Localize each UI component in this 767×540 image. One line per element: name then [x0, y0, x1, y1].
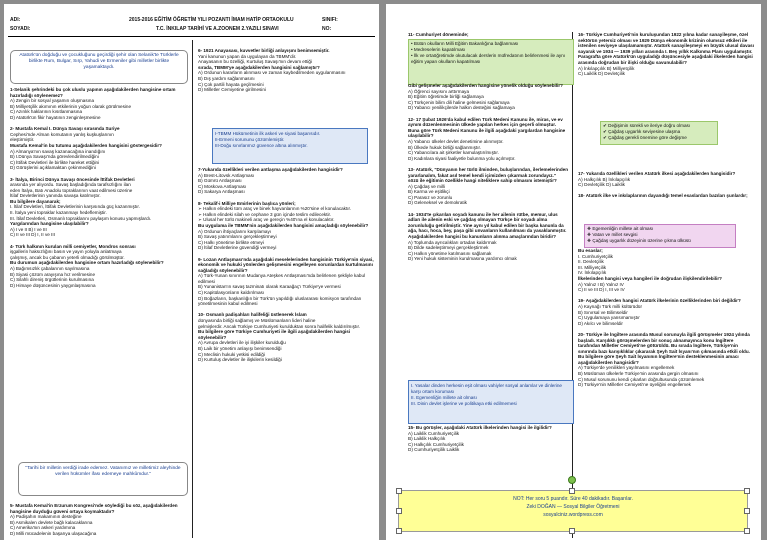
col3-line: 14- 1934'te çıkarılan soyadı kanunu ile her ailenin rütbe, memur, ulus adları ile ailenin eski ve çağdaş olmayan Türkçe bir soyadı alma zorunluluğu getirilmiştir. Yine aynı yıl kabul edilen bir başka kanunla da ağa, hacı, hoca, bey, paşa gibi unvanların kullanılması da yasaklanmıştır. — [408, 211, 567, 234]
col3-line: Buna göre Türk Medeni Kanunu ile ilgili aşağıdaki yargılardan hangisine ulaşılabilir? — [408, 127, 566, 139]
col3-line: D) Kadınlara siyasi faaliyetle bulunma yolu açılmıştır. — [408, 155, 516, 161]
col2b-line: gelmişlerdir. Ancak Türkiye Cumhuriyeti kurulduktan sonra halifelik kaldırılmıştır. — [198, 323, 361, 329]
col2b-line: 9- Lozan Antlaşması'nda aşağıdaki meselelerinden hangisinin Türkiye'nin siyasi, ekonomik ve hukuki yönlerden gelişmesini engelleyen sorunlardan kurtulmasını sağladığı söylenebilir? — [198, 256, 374, 273]
col3-line: A) Öğrenci sayısını arttırmaya — [408, 88, 470, 94]
col2b-line: ➢ Ulusal her türlü makineli araç ve gereçin %40'ına el konulacaktır. — [198, 217, 335, 223]
col2b-line: A) Türk-Yunan sınırının Mudanya Ateşkes Antlaşması'nda belirlenen şekliyle kabul edilmesi — [198, 273, 366, 284]
col1-line: 4- Türk halkının kurulan milli cemiyetler, Mondros sonrası — [10, 243, 136, 249]
col1-line: 3- İtalya, Birinci Dünya Savaşı öncesinde İttifak Devletleri — [10, 176, 135, 182]
col1-line: III. İtilaf Devletleri, Osmanlı topraklarını paylaşım konusu yapmışlardı. — [10, 215, 152, 221]
col2b-line: D) İtilaf Devletlerine güvendiği vermeyi — [198, 245, 277, 251]
col3-line: A) Çağdaş ve milli — [408, 183, 446, 189]
col1-line: Bu bilgilere dayanarak; — [10, 198, 61, 204]
pinkbox-line: ❖ Egemenliğin millete ait olması — [587, 226, 654, 231]
col1-line: Cephesi'nde Alman komutanın yanlış kuşkuşlarının — [10, 131, 114, 137]
col4c-line: B) Sınırsal ve Bilimseldir — [578, 309, 628, 315]
col1-line: işgallerin haksızlığını basın ve yayın yoluyla anlatmaya — [10, 249, 122, 255]
name-label: ADI: — [10, 17, 21, 23]
col4c-line: B) Müslüman ülkelerle Türkiye'nin arasında gergin olmasını — [578, 371, 699, 377]
bluebox1-line: I-TBMM Hükümetinin ilk askeri ve siyasi başarısıdır. — [215, 131, 321, 136]
questions-col1b — [10, 503, 188, 537]
questions-col4 — [578, 32, 756, 77]
greenbox2-line: ✔ Çağdaş uygarlık seviyesine ulaşma — [603, 129, 681, 134]
col4c-line: C) Musul sorununu kendi çıkarları doğrultusunda çözümlemek — [578, 376, 705, 382]
quote-box: "Tarihi bir milletin verdiği irade edemez. Vatanımız ve milletimiz aleyhinde verilen hükümler ifası edemeye mahkûmdur." — [18, 462, 188, 496]
col2b-line: 10- Osmanlı padişahları halifeliği üstlenerek İslam — [198, 312, 307, 318]
col4c-line: Bu esaslar; — [578, 248, 603, 253]
col3-line: 13- Atatürk, "Dünyanın her türlü ilminden, buluşlarından, ilerlemelerinden yararlanalım, fakat asıl temel kendi içimizden çıkarmak zorundayız." — [408, 166, 569, 178]
resize-handle-tl[interactable] — [396, 488, 402, 494]
page-left — [4, 4, 379, 540]
class-label: SINIFI: — [322, 17, 338, 23]
col2b-line: C) Moskova Antlaşması — [198, 183, 247, 189]
info-box-principles — [600, 121, 718, 145]
col2b-line: A) Brest-Litovsk Antlaşması — [198, 172, 255, 178]
col3-line: B) Karma ve eşitlikçi — [408, 189, 450, 195]
col2b-line: Bu bilgilere göre Türkiye Cumhuriyeti ile ilgili aşağıdakilerden hangisi söylenebilir? — [198, 329, 351, 340]
number-label: NO: — [322, 26, 332, 32]
greenbox1-line: • Bütün okulların Milli Eğitim Bakanlığına bağlanması — [411, 41, 519, 46]
col1-line: B) I.Dünya Savaşı'nda görevlendirilmediğini — [10, 154, 99, 160]
col3-line: Aşağıdakilerden hangisi bu kanunların alınma amaçlarından biridir? — [408, 234, 557, 240]
col1-line: A) Bağımsızlık çabalarının sayılmasına — [10, 266, 90, 271]
questions-col3 — [408, 83, 570, 262]
col4b-line: 17- Yukarıda özellikleri verilen Atatürk ilkesi aşağıdakilerden hangisidir? — [578, 171, 736, 176]
col2b-line: B) Laik bir yönetim anlayışı benimsendiği — [198, 346, 282, 351]
col2-line: D) Milletler Cemiyetine girilmesini — [198, 87, 266, 93]
col1b-line: D) Milli mücadelenin başarıya ulaşacağına — [10, 530, 97, 536]
col1-line: C) Silahlı direniş örgütlerinin kurulmasına — [10, 277, 94, 283]
col2b-line: dünyasında birliği sağlamış ve Müslümanların lideri haline — [198, 318, 316, 324]
col4c-line: IV. İnkılapçılık — [578, 270, 607, 276]
col3-line: C) Türkçenin bilim dili haline gelmesini sağlamaya — [408, 99, 510, 105]
col2b-line: C) Meclisin hukuki yetkisi edildiği — [198, 351, 265, 357]
info-box-education — [408, 39, 574, 85]
col4c-line: II. Devletçilik — [578, 259, 604, 265]
col3-line: D) Yabancı yenilikçilerde halkın desteğini sağlamaya — [408, 105, 515, 111]
col3b-line: D) Cumhuriyetçilik Laiklik — [408, 447, 460, 453]
note-line1: NOT: Her soru 5 puandır. Süre 40 dakikadır. Başarılar. — [513, 496, 633, 502]
col4-line: A) İnkılapçılık B) Milliyetçilik — [578, 65, 635, 71]
info-box-foundations — [584, 224, 736, 248]
col2b-line: ➢ Halkın elindeki silah ve cephane 3 gün içinde teslim edilecektir. — [198, 211, 332, 217]
col1-line: C) II ve III D) I, II ve III — [10, 232, 55, 238]
col1-line: Bu durumun aşağıdakilerden hangisine ortam hazırladığı söylenebilir? — [10, 260, 164, 266]
col4c-line: C) Uygulamaya yansımamıştır — [578, 315, 640, 321]
col3b-line: C) Halkçılık Cumhuriyetçilik — [408, 441, 464, 447]
questions-col4c — [578, 248, 756, 388]
resize-handle-br[interactable] — [744, 528, 750, 534]
col1-line: A) Zengin bir sosyal yaşamın oluşmasına — [10, 98, 94, 104]
bluebox1-line: II-Ermeni sorununu çözümlemiştir. — [215, 137, 285, 142]
col2b-line: C) Kapitülasyonların kaldırılması — [198, 290, 265, 296]
col2b-line: Bu uygulama ile TBMM'nin aşağıdakilerden hangisini amaçladığı söylenebilir? — [198, 222, 369, 228]
col1-line: II. İtalya yeni topraklar kazanmayı hedeflemiştir. — [10, 210, 107, 216]
col1-line: 1-Selanik şehrindeki bu çok uluslu yapının aşağıdakilerden hangisine ortam hazırladığı söylenemez? — [10, 87, 176, 98]
info-box-treaty — [212, 128, 368, 164]
greenbox2-line: ✔ Çağdaş gerekli önemine göre değişme — [603, 135, 687, 140]
col2-line: A) Ordunun kararların alınması ve zaman kaybedilmeden uygulanmasını — [198, 70, 346, 76]
col4-line: Paragrafta göre Atatürk'ün uyguladığı düşüncesiyle aşağıdaki ilkelerden hangisi arasında doğrudan bir ilişki olduğu savunulabilir? — [578, 54, 753, 65]
greenbox2-line: ✔ Değişimin sürekli ve ileriye doğru olması — [603, 123, 691, 128]
exam-title: T.C. İNKILAP TARİHİ VE A.ZOONEM 2.YAZILI SINAVI — [156, 26, 279, 32]
col2-line: B) Dış yardım sağlanmasını — [198, 75, 255, 81]
col1-line: eleştirmiştir. — [10, 137, 35, 143]
note-line3: sosyalciniz.wordpress.com — [543, 512, 603, 518]
col4b-line: A) Halkçılık B) İnkılapçılık — [578, 176, 631, 182]
resize-handle-tr[interactable] — [744, 488, 750, 494]
questions-col2b — [198, 167, 374, 363]
bluebox2-line: II. Egemenliğin millete ait olması — [411, 395, 477, 400]
col3-line: A) Yabancı ülkeler devlet denetimine alınmıştır. — [408, 138, 504, 144]
col2-line: C) Çok partili hayata geçilmesini — [198, 81, 264, 87]
col2b-line: D) Sakarya Antlaşması — [198, 189, 245, 195]
col4b-line: 18- Atatürk ilke ve inkılaplarının dayandığı temel esaslardan bazıları şunlardır; — [578, 193, 748, 199]
col3-line: A) Toplumda ayrıcalıkları ortadan kaldırmak — [408, 239, 497, 245]
col2b-line: B) Savaş yatırımlarını gerçekleştirmeyi — [198, 234, 277, 240]
questions-col1 — [10, 87, 188, 288]
col4c-line: 19- Aşağıdakilerden hangisi Atatürk ilkelerinin özelliklerinden biri değildir? — [578, 298, 741, 304]
col2b-line: D) Boğazların, başkanlığın bir Türk'ün yapıldığı uluslararası komisyon tarafından yönetilmesinin kabul edilmesi — [198, 295, 362, 307]
col1-line: eden İtalya, Batı Anadolu topraklarının vaat edilmesi üzerine — [10, 187, 133, 193]
questions-col2 — [198, 48, 374, 93]
column-divider — [192, 40, 193, 538]
resize-handle-tm[interactable] — [569, 488, 575, 494]
col2b-line: B) Yunanistan'ın savaş tazminatı olarak Karaağaç'ı Türkiye'ye vermesi — [198, 284, 341, 290]
questions-col4b — [578, 171, 756, 199]
col1-line: A) I ve II B) I ve III — [10, 226, 47, 232]
header-divider — [8, 36, 375, 37]
col1-line: İtilaf Devletlerinin yanında savaşa katılmıştır. — [10, 193, 101, 199]
col1-line: arasında yer alıyordu. Savaş başladığında tarafsızlığını ilan — [10, 182, 131, 188]
col2b-line: 7-Yukarıda özellikleri verilen antlaşma aşağıdakilerden hangisidir? — [198, 167, 343, 172]
col3-line: 12- 17 Şubat 1926'da kabul edilen Türk Medeni Kanunu ile, miras, ve ev aynım düzenlenmesinin ülkede yapılan herkes için geçerli olmuştur. — [408, 116, 563, 128]
col2-line: Yani kanunun yapan da uygulayan da TBMM'dir. — [198, 53, 297, 59]
col3-line: C) Halkın yönetime katılmasını sağlamak — [408, 250, 492, 256]
surname-label: SOYADI: — [10, 26, 31, 32]
col3-line: B) Ülkede hukuk birliği sağlanmıştır. — [408, 144, 482, 150]
col3-line: D) Geleneksel ve demokratik — [408, 200, 467, 206]
col3-line: sözü ile eğitimin özellikle hangi niteliklere sahip olmasını istemiştir? — [408, 178, 557, 184]
col4c-line: İlkelerinden hangisi veya hangileri ile doğrudan ilişkilendirilebilir? — [578, 275, 722, 281]
col1-line: D) Himaye düşüncesinin yaygınlaşmasına — [10, 282, 96, 288]
col4c-line: C) II ve III D) I, III ve IV — [578, 287, 625, 293]
col4c-line: I. Cumhuriyetçilik — [578, 253, 613, 259]
intro-box: Atatürk'ün doğduğu ve çocukluğunu geçirdiği şehir olan Selanik'te Türklerle birlikte Rum, Bulgar, Sırp, Yahudi ve Ermeniler gibi milletler birlikte yaşamaktaydı. — [10, 50, 188, 84]
bluebox2-line: III. Dinin devlet işlerine ve politikaya etki edilmemesi — [411, 401, 517, 406]
col1-line: C) Azınlık haklarının kısıtlanmasına — [10, 109, 82, 115]
col1-line: D) Atatürk'ün fikir hayatının zenginleşmesine — [10, 114, 101, 120]
col1b-line: A) Padişahın makamının desteğine — [10, 514, 82, 520]
col2b-line: 8- Tekalif-i Milliye Emirlerinin başlıca yönleri; — [198, 200, 296, 206]
col2b-line: A) Ordunun ihtiyaçlarını karşılamayı — [198, 228, 272, 234]
col3-line: D) Yeni hukuk sisteminin kurulmasına yardımcı olmak — [408, 256, 517, 262]
col4b-line: C) Devletçilik D) Laiklik — [578, 182, 625, 188]
note-line2: Zeki DOĞAN — Sosyal Bilgiler Öğretmeni — [526, 504, 620, 510]
col1b-line: C) Amerika'nın askeri yardımına — [10, 525, 76, 531]
bluebox1-line: III-Doğu sınırlarımız güvence altına alınmıştır. — [215, 143, 308, 148]
col4c-line: 20- Türkiye ile İngiltere arasında Musul sorunuyla ilgili görüşmeler 1924 yılında başladı. Karşılıklı görüşmelerden bir sonuç alınamayınca konu İngiltere tarafından Milletler Cemiyeti'ne götürüldü. Bu sırada İngiltere, Türkiye'nin sınırında bazı karışıklıklar çıkararak Şeyh Sait İsyanı'nın çıkmasında etkili oldu. — [578, 331, 750, 354]
col3-line: B) Eğitim öğretimde birliği sağlamaya — [408, 94, 484, 100]
column-divider-right — [572, 32, 573, 538]
col4c-line: III. Milliyetçilik — [578, 264, 607, 270]
resize-handle-bm[interactable] — [569, 528, 575, 534]
rotate-handle[interactable] — [568, 476, 576, 484]
col2b-line: A) Avrupa devletleri ile iyi ilişkiler kurulduğu — [198, 340, 286, 346]
note-textbox[interactable] — [398, 490, 748, 532]
col1-line: Yargılarından hangisine ulaşılabilir? — [10, 221, 89, 227]
col3b-line: A) Laiklik Cumhuriyetçilik — [408, 430, 460, 436]
col3-line: B) Dilde sadeleştirmeyi gerçekleştirmek — [408, 245, 489, 251]
pinkbox-line: ❖ Vatan ve millet sevgisi — [587, 232, 638, 237]
resize-handle-bl[interactable] — [396, 528, 402, 534]
col2-line: 6- 1921 Anayasası, kuvvetler birliği anlayışını benimsemiştir. — [198, 48, 330, 53]
col4c-line: D) Akılcı ve bilimseldir — [578, 320, 623, 326]
col4c-line: A) Türkiye'de yenilikleri yayılmasını engellemek — [578, 365, 675, 371]
col3-line: C) Yabancılara ait şirketler kamulaştırılmıştır. — [408, 150, 499, 156]
col3-line: Gibi gelişmeler aşağıdakilerden hangisine yönelik olduğu söylenebilir? — [408, 83, 563, 88]
col1-line: 2- Mustafa Kemal I. Dünya Savaşı sırasında Suriye — [10, 126, 120, 132]
col1-line: D) Görüşlerini açıklamaktan çekinmediğini — [10, 165, 96, 171]
info-box-views — [408, 380, 574, 424]
col1-line: Mustafa Kemal'in bu tutumu aşağıdakilerden hangisini göstergesidir? — [10, 142, 162, 148]
col2-line: sırada, TBMM'ye aşağıdakilerden hangisini sağlamıştır? — [198, 64, 320, 70]
col4c-line: Bu bilgilere göre Şeyh Sait İsyanının İngiltere'nin desteklenmesinin amacı aşağıdakilerden hangisidir? — [578, 354, 739, 365]
col4c-line: A) Yalnız I B) Yalnız IV — [578, 281, 624, 287]
col2b-line: B) Gümrü Antlaşması — [198, 178, 242, 184]
greenbox1-line: • Medreselerin kapatılması — [411, 47, 466, 52]
col4c-line: D) Türkiye'nin Milletler Cemiyeti'ne üyeliğini engellemek — [578, 382, 691, 388]
questions-col3b — [408, 425, 570, 453]
page-right — [386, 4, 761, 540]
col4c-line: A) Kaynağı Türk milli kültürüdür — [578, 303, 642, 309]
col3b-line: 15- Bu görüşler, aşağıdaki Atatürk ilkelerinden hangisi ile ilgilidir? — [408, 425, 552, 430]
col2-line: Anayasanın bu özelliği, Kurtuluş Savaşı'nın devam ettiği — [198, 59, 313, 65]
col2b-line: D) Kurtuluş devletler ile ilişkilerin kesildiği — [198, 357, 282, 363]
col1b-line: 5- Mustafa Kemal'in Erzurum Kongresi'nde söylediği bu söz, aşağıdakilerden hangisine duyduğu güveni ortaya koymaktadır? — [10, 503, 178, 514]
col2b-line: C) Halkı yönetime birlikte etmeyi — [198, 239, 264, 245]
bluebox2-line: I. Yasalar dinden herkesin eşit olması vahiyler sosyal anlamlar ve dinlerine karşı ortam koruması — [411, 383, 562, 394]
col2b-line: ➢ Halkın elindeki tüm araç ve binek hayvanlarının %20'sine el konulacaktır. — [198, 206, 352, 212]
q11-title: 11- Cumhuriyet döneminde; — [408, 32, 469, 37]
resize-handle-mr[interactable] — [744, 508, 750, 514]
pinkbox-line: ❖ Çağdaş uygarlık düzeyinin üzerine çıkma ülküsü — [587, 238, 691, 243]
col1-line: B) Siyasi çözüm arayışına hız verilmesine — [10, 271, 96, 277]
col1-line: C) İttifak Devletleri ile birlikte hareket ettiğini — [10, 159, 100, 165]
col1b-line: B) Asmikalen devlete bağlı kalacaklarına — [10, 519, 93, 525]
col1-line: B) Milliyetçilik akımının etkilerinin yoğun olarak görülmesine — [10, 103, 132, 109]
col4-line: C) Laiklik D) Devletçilik — [578, 71, 625, 77]
greenbox1-line: • İlk ve ortaöğretimde okutulacak derslerin müfredatının belirlenmesi ile aynı eğitim yapan okulların kapatılması — [411, 53, 566, 64]
col4-line: 16- Türkiye Cumhuriyeti'nin kuruluşundan 1922 yılına kadar sanayileşme, özel sektörün yetersiz olması ve 1929 Dünya ekonomik krizinin olumsuz etkileri ile istenilen seviyeye ulaşılamamıştır. Atatürk sanayileşmeyi en büyük ulusal davası sayarak ve 1934 — 1939 yılları arasında I. Beş yıllık Kalkınma Planı uygulamıştır. — [578, 32, 755, 54]
col1-line: A) Almanya'nın savaş kazanacağına inandığını — [10, 148, 106, 154]
col1-line: I. İtilaf Devletleri, İttifak Devletlerinin karşısında güç kazanmıştır. — [10, 204, 140, 210]
col3b-line: B) Laiklik Halkçılık — [408, 436, 446, 442]
resize-handle-ml[interactable] — [396, 508, 402, 514]
col3-line: C) Parasız ve zorunlu — [408, 194, 453, 200]
col1-line: çalışmış, ancak bu çabanın yeterli olmadığı görülmüştür. — [10, 254, 125, 260]
school-title: 2015-2016 EĞİTİM ÖĞRETİM YILI POZANTI İMAM HATİP ORTAOKULU — [129, 17, 294, 23]
